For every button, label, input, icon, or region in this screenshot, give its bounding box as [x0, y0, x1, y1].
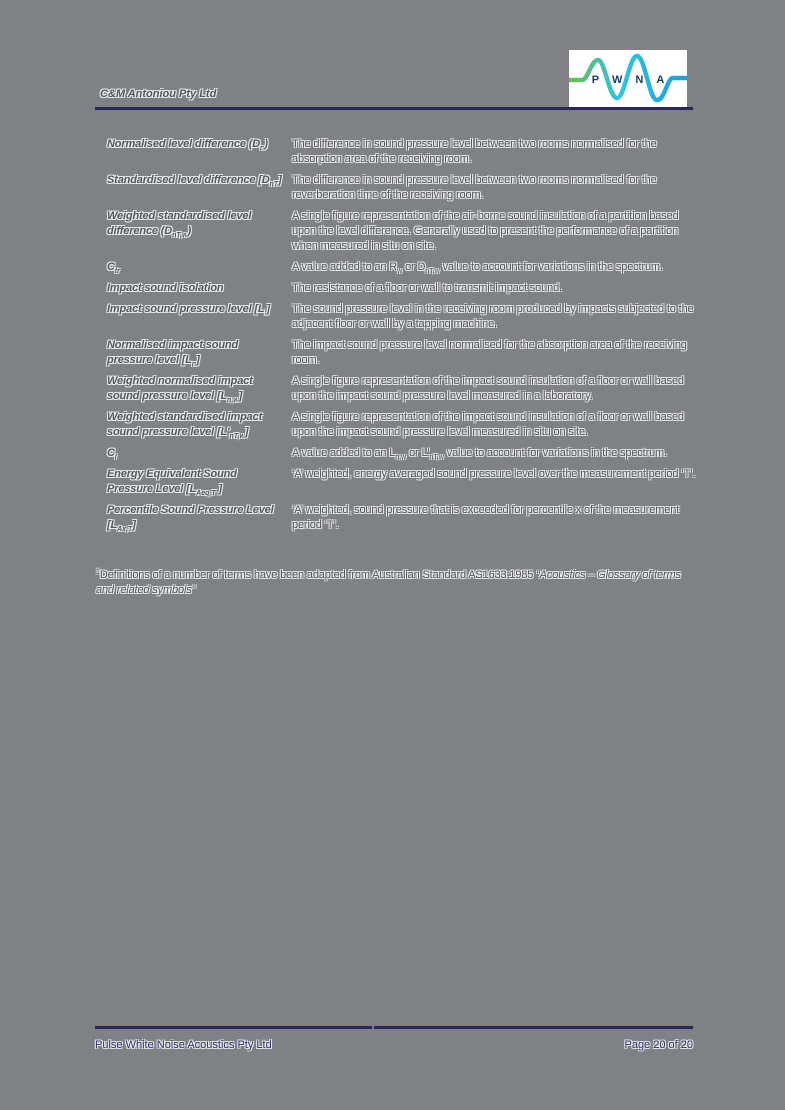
glossary-definition: A single figure representation of the impact sound insulation of a floor or wall based upon the impact sound pressure level measured in a laboratory. — [292, 375, 684, 402]
glossary-table — [107, 137, 697, 539]
glossary-definition: ‘A’ weighted, energy averaged sound pressure level over the measurement period ‘T’. — [292, 468, 696, 480]
glossary-term: Standardised level difference $[D_{nT}]$ — [107, 174, 282, 189]
footer-rule-left-segment — [95, 1026, 372, 1029]
glossary-term: $C_{tr}$ — [107, 261, 120, 276]
footer-company: Pulse White Noise Acoustics Pty Ltd — [95, 1039, 272, 1051]
glossary-row — [107, 260, 697, 275]
glossary-definition: ‘A’ weighted, sound pressure that is exceeded for percentile x of the measurement period ‘T’. — [292, 504, 680, 531]
glossary-row — [107, 281, 697, 296]
logo-letters: PWNA — [591, 74, 678, 86]
header-company-name: C&M Antoniou Pty Ltd — [100, 88, 217, 100]
glossary-row — [107, 467, 697, 497]
footer-rule-right-segment — [374, 1026, 693, 1029]
glossary-term: $C_I$ — [107, 447, 117, 462]
glossary-row — [107, 173, 697, 203]
footer-page-number: Page 20 of 20 — [624, 1039, 693, 1051]
glossary-row — [107, 302, 697, 332]
glossary-definition: The difference in sound pressure level between two rooms normalised for the reverberation time of the receiving room. — [292, 174, 657, 201]
glossary-row — [107, 209, 697, 254]
footer-rule — [95, 1026, 693, 1029]
glossary-definition: The impact sound pressure level normalised for the absorption area of the receiving room. — [292, 339, 687, 366]
glossary-term: Impact sound isolation — [107, 282, 224, 294]
glossary-row — [107, 503, 697, 533]
glossary-definition: A value added to an $L_{n,w}$ or $L'_{nT,w}$ value to account for variations in the spectrum. — [292, 447, 667, 462]
glossary-term: Energy Equivalent Sound Pressure Level [$L_{Aeq,T}$ ] — [107, 468, 237, 498]
glossary-row — [107, 338, 697, 368]
footnote: $^1$Definitions of a number of terms have been adapted from Australian Standard AS1633:1985 “Acoustics – Glossary of terms and related symbols” — [96, 568, 681, 596]
glossary-term: Normalised level difference $(D_n)$ — [107, 138, 268, 153]
glossary-term: Impact sound pressure level $[L_i]$ — [107, 303, 270, 318]
glossary-definition: The sound pressure level in the receiving room produced by impacts subjected to the adjacent floor or wall by a tapping machine. — [292, 303, 694, 330]
glossary-definition: The resistance of a floor or wall to transmit impact sound. — [292, 282, 562, 294]
glossary-row — [107, 410, 697, 440]
glossary-term: Normalised impact sound pressure level $[L_n]$ — [107, 339, 239, 369]
company-logo — [569, 50, 687, 107]
glossary-definition: The difference in sound pressure level between two rooms normalised for the absorption area of the receiving room. — [292, 138, 657, 165]
glossary-term: Weighted standardised impact sound pressure level $[L'_{nT,w}]$ — [107, 411, 263, 441]
glossary-definition: A single figure representation of the air-borne sound insulation of a partition based upon the level difference. Generally used to present the performance of a partition when measured in situ on site. — [292, 210, 679, 252]
glossary-term: Weighted standardised level difference $(D_{nT,w})$ — [107, 210, 252, 240]
glossary-term: Percentile Sound Pressure Level $[L_{Ax,T}]$ — [107, 504, 274, 534]
glossary-row — [107, 374, 697, 404]
glossary-row — [107, 137, 697, 167]
glossary-definition: A single figure representation of the impact sound insulation of a floor or wall based upon the impact sound pressure level measured in situ on site. — [292, 411, 684, 438]
glossary-term: Weighted normalised impact sound pressure level $[L_{n,w}]$ — [107, 375, 253, 405]
glossary-row — [107, 446, 697, 461]
glossary-definition: A value added to an $R_w$ or $D_{nT,w}$ value to account for variations in the spectrum. — [292, 261, 663, 276]
header-rule — [95, 107, 693, 110]
